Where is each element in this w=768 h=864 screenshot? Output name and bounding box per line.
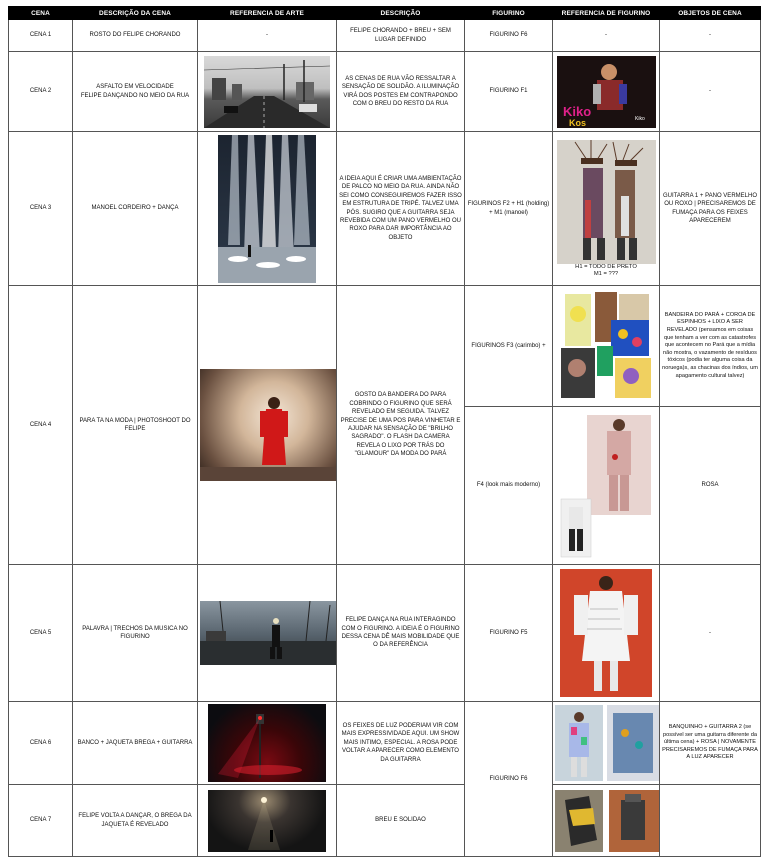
f2-photo (557, 140, 656, 264)
red-light-photo (208, 704, 326, 782)
costume-reference-image-f5 (560, 569, 652, 697)
costume-reference-cell: - (553, 20, 660, 52)
art-reference-image-light-beams (218, 135, 316, 283)
header-referencia-arte: REFERENCIA DE ARTE (198, 7, 337, 20)
cena-cell: CENA 4 (9, 286, 73, 565)
props-cell: - (660, 20, 761, 52)
costume-reference-cell (553, 565, 660, 702)
description-cell: OS FEIXES DE LUZ PODERIAM VIR COM MAIS EXPRESSIVIDADE AQUI. UM SHOW MAIS INTIMO, ESPECIAL. A ROSA PODE VOLTAR A APARECER COMO ELEMENTO DA GUITARRA (337, 702, 465, 785)
cena-cell: CENA 1 (9, 20, 73, 52)
art-reference-image-red-light (208, 704, 326, 782)
red-figure-photo (200, 369, 337, 481)
costume-cell: FIGURINO F5 (465, 565, 553, 702)
f6-bags-photo (555, 790, 659, 852)
scene-table (8, 6, 761, 857)
props-cell: GUITARRA 1 + PANO VERMELHO OU ROXO | PRECISAREMOS DE FUMAÇA PARA OS FEIXES APARECEREM (660, 132, 761, 286)
art-reference-cell (198, 132, 337, 286)
art-reference-image-streetlight (208, 790, 326, 852)
scene-description-cell: PARA TA NA MODA | PHOTOSHOOT DO FELIPE (73, 286, 198, 565)
props-cell: - (660, 565, 761, 702)
f3-collage (559, 290, 654, 402)
streetlight-photo (208, 790, 326, 852)
costume-reference-cell (553, 132, 660, 286)
art-reference-image-night-street (200, 601, 337, 665)
costume-reference-cell (553, 286, 660, 407)
art-reference-image-street (204, 56, 330, 128)
art-reference-image-red-figure (200, 369, 337, 481)
svg-text:Kos: Kos (568, 117, 586, 128)
props-cell: BANDEIRA DO PARÁ + COROA DE ESPINHOS + LIXO A SER REVELADO (pensamos em coisas que tenham a ver com as catastrofes que acontecem no Pará que a mídia não mostra, o vazamento de resíduos tóxicos (podia ter alguma coisa da noruega)s, as chacinas dos índios, um apagamento cultural talvez) (660, 286, 761, 407)
scene-description-cell: ASFALTO EM VELOCIDADE FELIPE DANÇANDO NO MEIO DA RUA (73, 52, 198, 132)
scene-description-cell: FELIPE VOLTA A DANÇAR, O BREGA DA JAQUETA É REVELADO (73, 785, 198, 857)
scene-description-cell: MANOEL CORDEIRO + DANÇA (73, 132, 198, 286)
header-figurino: FIGURINO (465, 7, 553, 20)
table-row (9, 702, 761, 785)
costume-reference-image-f4 (559, 411, 654, 561)
light-beams-photo (218, 135, 316, 283)
table-row (9, 286, 761, 407)
description-cell: A IDEIA AQUI É CRIAR UMA AMBIENTAÇÃO DE PALCO NO MEIO DA RUA. AINDA NÃO SEI COMO CONSEGUIREMOS FAZER ISSO EM ESTRUTURA DE TRIPÉ. TALVEZ UMA PÓS. SUGIRO QUE A GUITARRA SEJA REVEBIDA COM UM PANO VERMELHO OU ROXO PARA DAR IMPORTÂNCIA AO OBJETO (337, 132, 465, 286)
cena-cell: CENA 2 (9, 52, 73, 132)
f1-photo (557, 56, 656, 128)
art-reference-cell (198, 52, 337, 132)
cena-cell: CENA 3 (9, 132, 73, 286)
cena-cell: CENA 5 (9, 565, 73, 702)
art-reference-cell (198, 286, 337, 565)
costume-reference-cell (553, 407, 660, 565)
props-cell (660, 785, 761, 857)
costume-reference-image-f6b (555, 790, 659, 852)
header-descricao-cena: DESCRIÇÃO DA CENA (73, 7, 198, 20)
f5-photo (560, 569, 652, 697)
header-objetos: OBJETOS DE CENA (660, 7, 761, 20)
header-referencia-figurino: REFERENCIA DE FIGURINO (553, 7, 660, 20)
scene-description-cell: BANCO + JAQUETA BREGA + GUITARRA (73, 702, 198, 785)
costume-reference-image-f2 (557, 140, 656, 264)
header-row (9, 7, 761, 20)
table-row (9, 565, 761, 702)
costume-cell: FIGURINO F6 (465, 702, 553, 857)
table-row (9, 785, 761, 857)
scene-description-cell: ROSTO DO FELIPE CHORANDO (73, 20, 198, 52)
costume-reference-image-f1 (557, 56, 656, 128)
costume-reference-cell (553, 785, 660, 857)
header-cena: CENA (9, 7, 73, 20)
art-reference-cell (198, 785, 337, 857)
description-cell: AS CENAS DE RUA VÃO RESSALTAR A SENSAÇÃO DE SOLIDÃO. A ILUMINAÇÃO VIRÁ DOS POSTES EM CONTRAPONDO COM O BREU DO RESTO DA RUA (337, 52, 465, 132)
costume-cell: FIGURINO F6 (465, 20, 553, 52)
costume-reference-cell (553, 702, 660, 785)
f4-collage (559, 411, 654, 561)
costume-reference-image-f3 (559, 290, 654, 402)
description-cell: BREU E SOLIDAO (337, 785, 465, 857)
description-cell: FELIPE CHORANDO + BREU + SEM LUGAR DEFINIDO (337, 20, 465, 52)
table-row (9, 52, 761, 132)
props-cell: - (660, 52, 761, 132)
description-cell: FELIPE DANÇA NA RUA INTERAGINDO COM O FIGURINO. A IDEIA É O FIGURINO DESSA CENA DÊ MAIS MOBILIDADE QUE O DA REFERÊNCIA (337, 565, 465, 702)
costume-note: H1 = TODO DE PRETO M1 = ??? (575, 263, 637, 277)
costume-cell: FIGURINO F1 (465, 52, 553, 132)
svg-text:Kiko: Kiko (634, 115, 645, 122)
table-row (9, 132, 761, 286)
table-row (9, 20, 761, 52)
street-photo (204, 56, 330, 128)
header-descricao: DESCRIÇÃO (337, 7, 465, 20)
costume-reference-cell (553, 52, 660, 132)
art-reference-cell: - (198, 20, 337, 52)
costume-cell: FIGURINOS F3 (carimbo) + (465, 286, 553, 407)
svg-text:Kiko: Kiko (562, 103, 591, 119)
description-cell: GOSTO DA BANDEIRA DO PARA COBRINDO O FIGURINO QUE SERÁ REVELADO EM SEGUIDA. TALVEZ PRECISE DE UMA POS PARA VINHETAR E AJUDAR NA SENSAÇÃO DE "BRILHO SAGRADO". O FLASH DA CAMERA REVELA O LIXO POR TRÁS DO "GLAMOUR" DA MODA DO PARÁ (337, 286, 465, 565)
art-reference-cell (198, 565, 337, 702)
cena-cell: CENA 6 (9, 702, 73, 785)
props-cell: BANQUINHO + GUITARRA 2 (se possível ser uma guitarra diferente da última cena) + ROSA | NOVAMENTE PRECISAREMOS DE FUMAÇA PARA A LUZ APARECER (660, 702, 761, 785)
night-street-photo (200, 601, 337, 665)
cena-cell: CENA 7 (9, 785, 73, 857)
costume-cell: F4 (look mais moderno) (465, 407, 553, 565)
art-reference-cell (198, 702, 337, 785)
f6-jacket-photo (555, 705, 659, 781)
props-cell: ROSA (660, 407, 761, 565)
costume-reference-image-f6a (555, 705, 659, 781)
costume-cell: FIGURINOS F2 + H1 (holding) + M1 (manoel) (465, 132, 553, 286)
scene-description-cell: PALAVRA | TRECHOS DA MUSICA NO FIGURINO (73, 565, 198, 702)
